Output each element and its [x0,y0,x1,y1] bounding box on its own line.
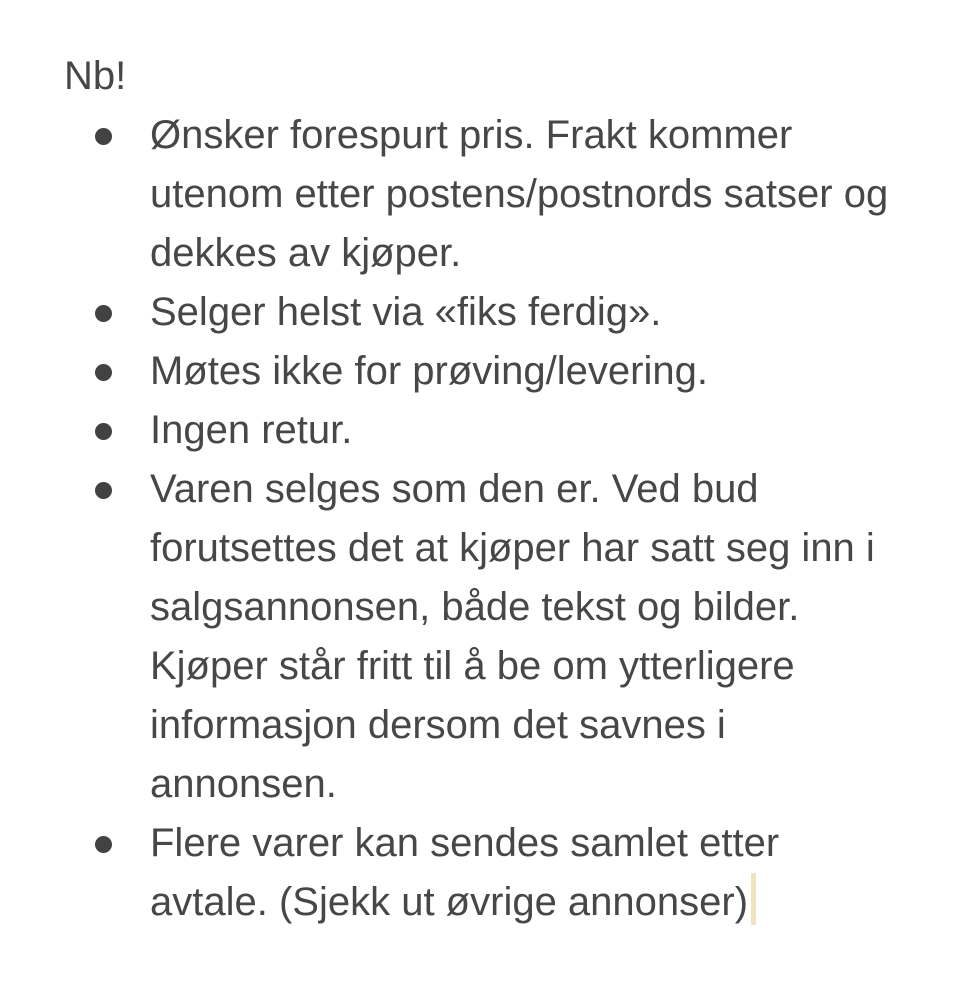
list-item [64,283,920,342]
list-item [64,401,920,460]
text-caret [751,873,756,925]
bullet-icon [95,128,112,145]
list-item-text: Varen selges som den er. Ved bud forutsettes det at kjøper har satt seg inn i salgsannonsen, både tekst og bilder. Kjøper står fritt til å be om ytterligere informasjon dersom det savnes i annonsen. [150,467,875,806]
list-item [64,106,920,283]
bullet-icon [95,364,112,381]
list-item-text-wrap [150,814,898,932]
list-item [64,342,920,401]
bullet-icon [95,305,112,322]
nb-heading: Nb! [64,54,127,98]
list-item [64,460,920,814]
list-item-text: Ønsker forespurt pris. Frakt kommer utenom etter postens/postnords satser og dekkes av kjøper. [150,113,889,275]
notes-list [64,106,920,932]
list-item-text: Møtes ikke for prøving/levering. [150,349,708,393]
list-item [64,814,920,932]
bullet-icon [95,836,112,853]
list-item-text: Flere varer kan sendes samlet etter avtale. (Sjekk ut øvrige annonser) [150,821,780,924]
list-item-text: Selger helst via «fiks ferdig». [150,290,662,334]
bullet-icon [95,482,112,499]
bullet-icon [95,423,112,440]
list-item-text: Ingen retur. [150,408,353,452]
